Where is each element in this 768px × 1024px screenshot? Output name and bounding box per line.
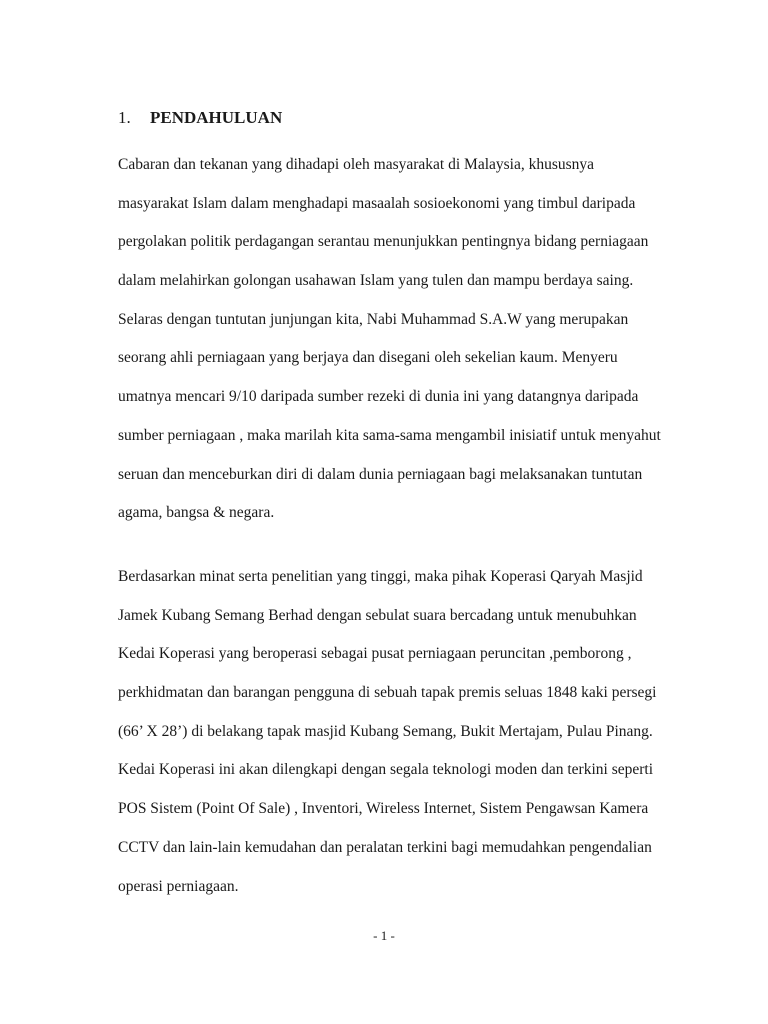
text-line: operasi perniagaan. [118,877,239,895]
text-line: Cabaran dan tekanan yang dihadapi oleh masyarakat di Malaysia, khususnya [118,156,595,173]
text-line: Kedai Koperasi yang beroperasi sebagai pusat perniagaan peruncitan ,pemborong , [118,645,632,663]
text-line: seruan dan menceburkan diri di dalam dunia perniagaan bagi melaksanakan tuntutan [118,465,643,483]
paragraph-proposal [118,558,718,906]
text-line: Berdasarkan minat serta penelitian yang tinggi, maka pihak Koperasi Qaryah Masjid [118,568,643,585]
text-line: POS Sistem (Point Of Sale) , Inventori, Wireless Internet, Sistem Pengawsan Kamera [118,800,649,818]
section-heading [118,108,282,128]
text-line: CCTV dan lain-lain kemudahan dan peralatan terkini bagi memudahkan pengendalian [118,838,652,856]
text-line: sumber perniagaan , maka marilah kita sama-sama mengambil inisiatif untuk menyahut [118,426,661,444]
page-number: - 1 - [373,928,395,943]
text-line: umatnya mencari 9/10 daripada sumber rezeki di dunia ini yang datangnya daripada [118,388,639,406]
text-line: Kedai Koperasi ini akan dilengkapi dengan segala teknologi moden dan terkini seperti [118,761,654,779]
text-line: agama, bangsa & negara. [118,504,275,522]
text-line: masyarakat Islam dalam menghadapi masaalah sosioekonomi yang timbul daripada [118,194,636,212]
section-title: PENDAHULUAN [150,108,283,127]
text-line: (66’ X 28’) di belakang tapak masjid Kubang Semang, Bukit Mertajam, Pulau Pinang. [118,722,653,740]
text-line: pergolakan politik perdagangan serantau menunjukkan pentingnya bidang perniagaan [118,233,649,251]
section-number: 1. [118,108,131,127]
text-line: Selaras dengan tuntutan junjungan kita, Nabi Muhammad S.A.W yang merupakan [118,310,629,328]
text-line: dalam melahirkan golongan usahawan Islam yang tulen dan mampu berdaya saing. [118,272,634,290]
text-line: perkhidmatan dan barangan pengguna di sebuah tapak premis seluas 1848 kaki persegi [118,684,657,702]
paragraph-introduction [118,146,718,533]
text-line: seorang ahli perniagaan yang berjaya dan disegani oleh sekelian kaum. Menyeru [118,349,618,367]
text-line: Jamek Kubang Semang Berhad dengan sebulat suara bercadang untuk menubuhkan [118,606,637,624]
